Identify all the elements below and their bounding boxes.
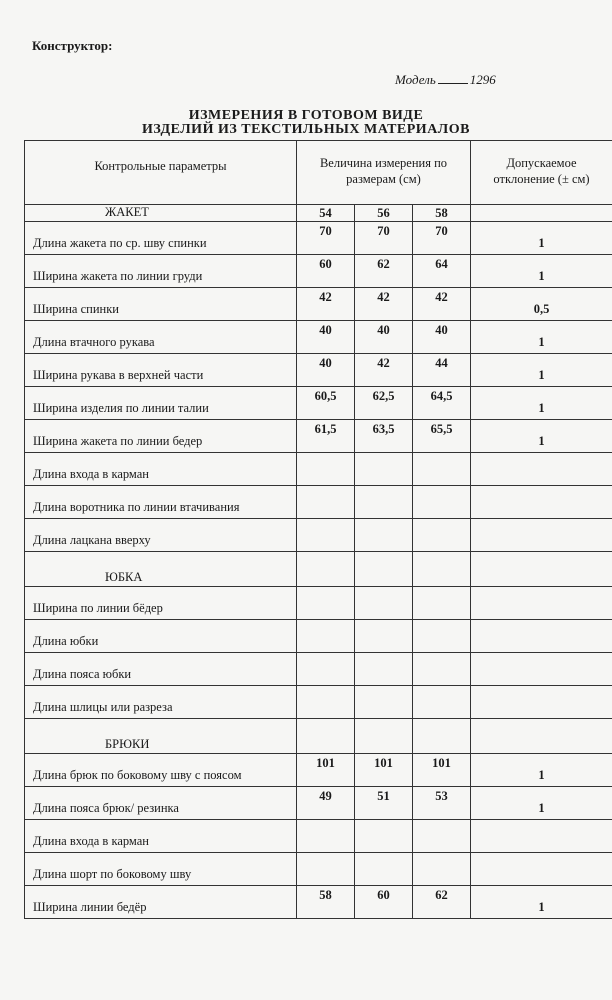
table-row	[25, 354, 612, 387]
size-value	[297, 620, 355, 653]
size-value	[355, 453, 413, 486]
header-tolerance	[471, 141, 612, 205]
param-label: Длина шлицы или разреза	[25, 686, 297, 719]
table-row	[25, 420, 612, 453]
param-label: Длина втачного рукава	[25, 321, 297, 354]
size-value	[297, 686, 355, 719]
size-value	[413, 653, 471, 686]
size-value: 64,5	[413, 387, 471, 420]
param-label: Длина воротника по линии втачивания	[25, 486, 297, 519]
empty-cell	[297, 552, 355, 587]
size-value	[355, 853, 413, 886]
size-value	[297, 853, 355, 886]
size-value	[297, 820, 355, 853]
size-value: 40	[297, 321, 355, 354]
size-value	[355, 519, 413, 552]
size-value: 49	[297, 787, 355, 820]
size-value: 40	[297, 354, 355, 387]
empty-cell	[413, 552, 471, 587]
size-value: 42	[355, 354, 413, 387]
size-value	[413, 853, 471, 886]
param-label: Ширина по линии бёдер	[25, 587, 297, 620]
document-title-line2: ИЗДЕЛИЙ ИЗ ТЕКСТИЛЬНЫХ МАТЕРИАЛОВ	[142, 122, 470, 137]
size-value	[355, 653, 413, 686]
param-label: Ширина спинки	[25, 288, 297, 321]
header-size-line2: размерам (см)	[346, 172, 421, 186]
table-row	[25, 787, 612, 820]
empty-cell	[471, 719, 612, 754]
table-row	[25, 387, 612, 420]
table-row	[25, 587, 612, 620]
param-label: Длина пояса брюк/ резинка	[25, 787, 297, 820]
param-label: Длина жакета по ср. шву спинки	[25, 222, 297, 255]
empty-cell	[355, 719, 413, 754]
size-value: 70	[413, 222, 471, 255]
model-blank-line	[438, 83, 468, 84]
header-params: Контрольные параметры	[25, 141, 297, 205]
size-value: 60,5	[297, 387, 355, 420]
size-value: 42	[355, 288, 413, 321]
param-label: Ширина жакета по линии бедер	[25, 420, 297, 453]
tolerance-value: 1	[471, 354, 612, 387]
size-value: 101	[297, 754, 355, 787]
size-value: 63,5	[355, 420, 413, 453]
table-row	[25, 820, 612, 853]
param-label: Ширина линии бедёр	[25, 886, 297, 919]
empty-cell	[355, 552, 413, 587]
size-value	[355, 486, 413, 519]
size-header: 56	[355, 205, 413, 222]
constructor-label: Конструктор:	[32, 38, 113, 53]
size-value	[355, 686, 413, 719]
size-value: 44	[413, 354, 471, 387]
tolerance-value: 1	[471, 321, 612, 354]
size-value: 60	[355, 886, 413, 919]
size-value: 70	[297, 222, 355, 255]
section-row-trousers	[25, 719, 612, 754]
table-header-row	[25, 141, 612, 205]
section-label-jacket: ЖАКЕТ	[25, 205, 297, 222]
table-row	[25, 653, 612, 686]
tolerance-value: 0,5	[471, 288, 612, 321]
size-value: 62	[355, 255, 413, 288]
tolerance-value	[471, 620, 612, 653]
tolerance-value: 1	[471, 222, 612, 255]
empty-cell	[471, 205, 612, 222]
size-header: 58	[413, 205, 471, 222]
tolerance-value	[471, 486, 612, 519]
tolerance-value: 1	[471, 420, 612, 453]
tolerance-value	[471, 453, 612, 486]
size-value	[355, 587, 413, 620]
tolerance-value: 1	[471, 787, 612, 820]
header-tol-line2: отклонение (± см)	[493, 172, 590, 186]
table-row	[25, 686, 612, 719]
size-value	[413, 686, 471, 719]
size-value	[413, 620, 471, 653]
size-value	[297, 486, 355, 519]
section-row-jacket	[25, 205, 612, 222]
size-value	[413, 519, 471, 552]
size-value: 58	[297, 886, 355, 919]
size-value	[413, 820, 471, 853]
empty-cell	[413, 719, 471, 754]
size-value	[355, 620, 413, 653]
table-row	[25, 255, 612, 288]
size-value: 101	[355, 754, 413, 787]
tolerance-value	[471, 653, 612, 686]
size-value: 51	[355, 787, 413, 820]
table-row	[25, 453, 612, 486]
size-value	[297, 587, 355, 620]
size-value: 40	[355, 321, 413, 354]
model-line	[395, 72, 496, 88]
measurements-table	[24, 140, 612, 919]
size-value	[297, 653, 355, 686]
table-row	[25, 486, 612, 519]
section-row-skirt	[25, 552, 612, 587]
tolerance-value: 1	[471, 754, 612, 787]
size-value: 42	[297, 288, 355, 321]
size-header: 54	[297, 205, 355, 222]
size-value: 62,5	[355, 387, 413, 420]
table-row	[25, 853, 612, 886]
size-value	[413, 486, 471, 519]
tolerance-value: 1	[471, 255, 612, 288]
tolerance-value	[471, 519, 612, 552]
table-row	[25, 754, 612, 787]
param-label: Длина пояса юбки	[25, 653, 297, 686]
param-label: Длина входа в карман	[25, 820, 297, 853]
section-label-trousers: БРЮКИ	[25, 719, 297, 754]
size-value: 61,5	[297, 420, 355, 453]
empty-cell	[471, 552, 612, 587]
section-label-skirt: ЮБКА	[25, 552, 297, 587]
table-row	[25, 886, 612, 919]
header-size	[297, 141, 471, 205]
table-row	[25, 620, 612, 653]
header-size-line1: Величина измерения по	[319, 156, 448, 170]
tolerance-value: 1	[471, 886, 612, 919]
size-value	[413, 587, 471, 620]
param-label: Длина шорт по боковому шву	[25, 853, 297, 886]
param-label: Ширина жакета по линии груди	[25, 255, 297, 288]
size-value: 70	[355, 222, 413, 255]
size-value	[297, 453, 355, 486]
model-number: 1296	[469, 72, 496, 87]
size-value: 62	[413, 886, 471, 919]
size-value: 65,5	[413, 420, 471, 453]
param-label: Ширина рукава в верхней части	[25, 354, 297, 387]
table-row	[25, 288, 612, 321]
tolerance-value	[471, 853, 612, 886]
param-label: Длина юбки	[25, 620, 297, 653]
size-value	[355, 820, 413, 853]
size-value: 101	[413, 754, 471, 787]
document-title-line1: ИЗМЕРЕНИЯ В ГОТОВОМ ВИДЕ	[188, 108, 424, 123]
size-value	[413, 453, 471, 486]
param-label: Длина лацкана вверху	[25, 519, 297, 552]
tolerance-value: 1	[471, 387, 612, 420]
model-label: Модель	[395, 72, 436, 87]
param-label: Ширина изделия по линии талии	[25, 387, 297, 420]
header-tol-line1: Допускаемое	[506, 156, 577, 170]
size-value	[297, 519, 355, 552]
tolerance-value	[471, 587, 612, 620]
size-value: 64	[413, 255, 471, 288]
size-value: 40	[413, 321, 471, 354]
param-label: Длина входа в карман	[25, 453, 297, 486]
size-value: 60	[297, 255, 355, 288]
tolerance-value	[471, 686, 612, 719]
table-row	[25, 222, 612, 255]
empty-cell	[297, 719, 355, 754]
param-label: Длина брюк по боковому шву с поясом	[25, 754, 297, 787]
table-row	[25, 321, 612, 354]
size-value: 53	[413, 787, 471, 820]
table-row	[25, 519, 612, 552]
tolerance-value	[471, 820, 612, 853]
size-value: 42	[413, 288, 471, 321]
